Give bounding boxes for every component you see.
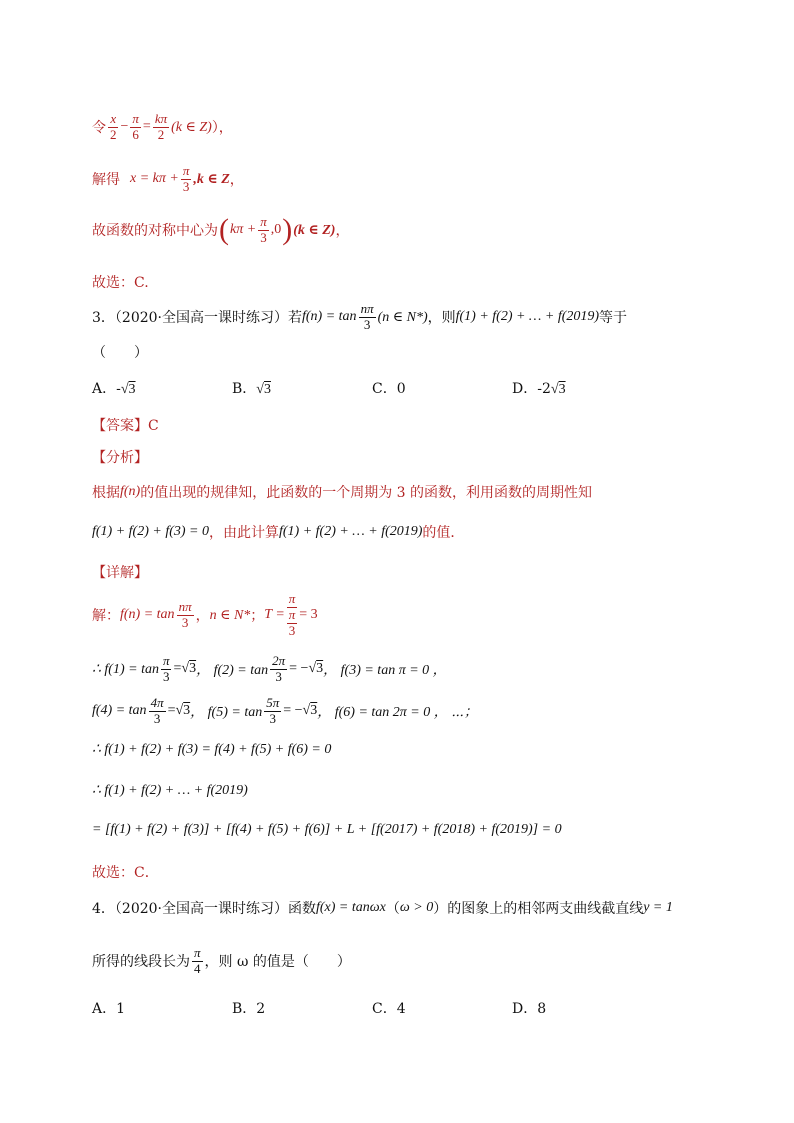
q3-detail-6: = [f(1) + f(2) + f(3)] + [f(4) + f(5) + f(6)] + L + [f(2017) + f(2018) + f(2019)] = 0 <box>92 822 562 837</box>
q4-options <box>92 998 652 1018</box>
q3-detail-3: f(4) = tan $\frac{4\pi}{3}$ = √3 ， f(5) = tan $\frac{5\pi}{3}$ = − √3 ， f(6) = tan 2π = 0 ， ⋯； <box>92 695 478 726</box>
fraction: $\frac{2\pi}{3}$ <box>272 653 286 684</box>
option-d[interactable]: D．-2√3 <box>512 381 566 397</box>
prev-line-1: 令 $\frac{x}{2}$ − $\frac{\pi}{6}$ = $\frac{k\pi}{2}$ (k ∈ Z) ）， <box>92 111 233 142</box>
q3-detail-label: 【详解】 <box>92 565 148 581</box>
q3-detail-2: ∴ f(1) = tan $\frac{\pi}{3}$ = √3 ， f(2) = tan $\frac{2\pi}{3}$ = − √3 ， f(3) = tan π = 0 ， <box>92 653 447 684</box>
option-a[interactable]: A．1 <box>92 1001 126 1017</box>
q3-paren: （ ） <box>92 345 148 361</box>
option-c[interactable]: C．0 <box>372 381 406 397</box>
q4-stem: 4．（2020·全国高一课时练习）函数 f(x) = tanωx （ ω > 0 ）的图象上的相邻两支曲线截直线 y = 1 <box>92 900 673 917</box>
option-b[interactable]: B．2 <box>232 1001 266 1017</box>
prev-choose: 故选：C. <box>92 275 149 291</box>
q3-stem: 3．（2020·全国高一课时练习）若 f(n) = tan $\frac{n\pi}{3}$ (n ∈ N*) ，则 f(1) + f(2) + … + f(2019) 等于 <box>92 301 628 332</box>
q4-stem-2: 所得的线段长为 $\frac{\pi}{4}$ ，则 ω 的值是（ ） <box>92 945 351 976</box>
q3-detail-1: 解： f(n) = tan $\frac{n\pi}{3}$ ， n ∈ N* ； T = π π 3 = 3 <box>92 591 318 638</box>
fraction: $\frac{5\pi}{3}$ <box>266 695 280 726</box>
fraction: $\frac{k\pi}{2}$ <box>154 111 168 142</box>
q3-choose: 故选：C． <box>92 865 159 881</box>
fraction: $\frac{x}{2}$ <box>110 111 117 142</box>
fraction: $\frac{\pi}{3}$ <box>162 653 170 684</box>
fraction: $\frac{n\pi}{3}$ <box>360 301 374 332</box>
q3-detail-5: ∴ f(1) + f(2) + … + f(2019) <box>92 783 248 798</box>
option-a[interactable]: A．-√3 <box>92 381 136 397</box>
option-b[interactable]: B．√3 <box>232 381 271 397</box>
option-c[interactable]: C．4 <box>372 1001 406 1017</box>
q3-analysis-label: 【分析】 <box>92 450 148 466</box>
fraction: π π 3 <box>288 591 296 638</box>
fraction: $\frac{n\pi}{3}$ <box>178 598 192 630</box>
prev-line-2: 解得 x = kπ + $\frac{\pi}{3}$ ,k ∈ Z ， <box>92 163 244 194</box>
q3-answer: 【答案】C <box>92 418 159 434</box>
prev-line-3: 故函数的对称中心为 ( kπ + $\frac{\pi}{3}$ ,0 ) (k ∈ Z) ， <box>92 213 350 247</box>
fraction: $\frac{4\pi}{3}$ <box>150 695 164 726</box>
fraction: $\frac{\pi}{6}$ <box>132 111 139 142</box>
fraction: $\frac{\pi}{4}$ <box>194 945 201 976</box>
fraction: $\frac{\pi}{3}$ <box>182 163 190 194</box>
fraction: $\frac{\pi}{3}$ <box>260 214 267 245</box>
q3-options <box>92 378 652 398</box>
q3-detail-4: ∴ f(1) + f(2) + f(3) = f(4) + f(5) + f(6) = 0 <box>92 742 332 757</box>
q3-analysis-1: 根据 f(n) 的值出现的规律知，此函数的一个周期为 3 的函数，利用函数的周期性知 <box>92 484 593 501</box>
q3-analysis-2: f(1) + f(2) + f(3) = 0 ，由此计算 f(1) + f(2) + … + f(2019) 的值． <box>92 524 465 541</box>
option-d[interactable]: D．8 <box>512 1001 547 1017</box>
